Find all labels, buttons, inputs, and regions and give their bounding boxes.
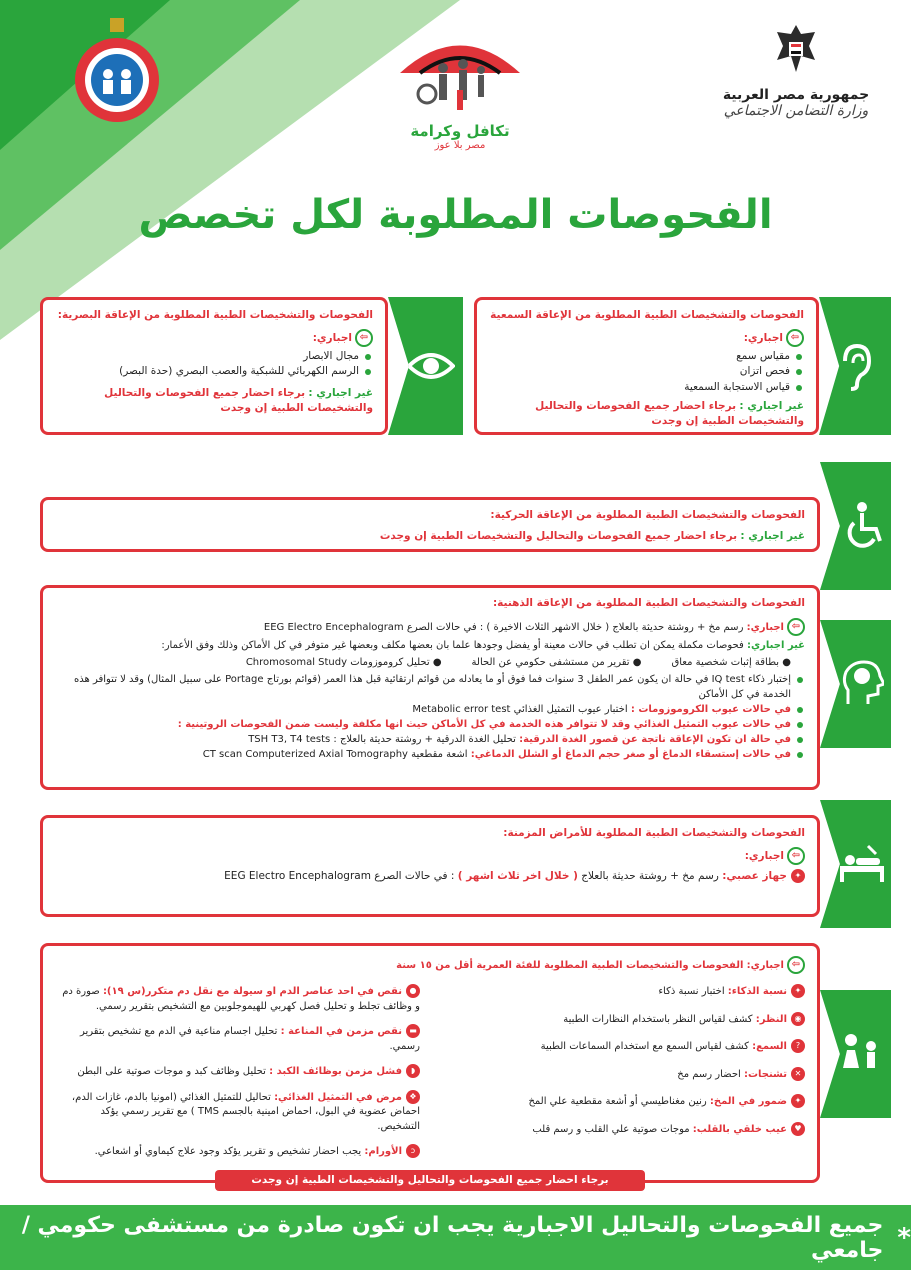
arrow-icon: ⇦	[355, 329, 373, 347]
bed-icon: ▬	[406, 1024, 420, 1038]
hearing-optional-text: برجاء احضار جميع الفحوصات والتحاليل والتشخيصات الطبية إن وجدت	[535, 399, 804, 428]
mental-opt-items	[55, 655, 805, 670]
mental-mandatory-label: اجباري:	[746, 621, 784, 633]
motor-optional-text: برجاء احضار جميع الفحوصات والتحاليل والتشخيصات الطبية إن وجدت	[379, 530, 738, 543]
list-item: في حالات عيوب الكروموزومات : اختبار عيوب التمثيل الغذائي Metabolic error test	[55, 702, 791, 717]
list-item: ♥عيب خلقي بالقلب: موجات صوتية علي القلب و رسم قلب	[440, 1122, 805, 1138]
list-item: ▬نقص مزمن في المناعة : تحليل اجسام مناعية في الدم مع تشخيص بتقرير رسمي.	[79, 1026, 420, 1052]
under15-bottom-note: برجاء احضار جميع الفحوصات والتحاليل والتشخيصات الطبية إن وجدت	[215, 1170, 645, 1191]
drop-icon: ●	[406, 984, 420, 998]
person-icon: ✕	[791, 1067, 805, 1081]
chronic-item-condition: : في حالات الصرع EEG Electro Encephalogram	[224, 870, 455, 883]
visual-title: الفحوصات والتشخيصات الطبية المطلوبة من الإعاقة البصرية:	[57, 309, 373, 321]
chronic-item-label: جهاز عصبي:	[722, 870, 787, 883]
mental-optional-label: غير اجباري:	[746, 639, 805, 651]
motor-box	[40, 497, 820, 552]
motor-title: الفحوصات والتشخيصات الطبية المطلوبة من الإعاقة الحركية:	[490, 509, 805, 521]
list-item: ↄالأورام: يجب احضار تشخيص و تقرير يؤكد وجود علاج كيماوي أو اشعاعي.	[55, 1144, 420, 1160]
under15-columns	[55, 982, 805, 1162]
list-item: إختبار ذكاء IQ test في حالة ان يكون عمر الطفل 3 سنوات فما فوق أو ما يعادله من قوائم ارتقائية قبل هذا العمر (قوائم بورتاج Portage على سبيل المثال) وقد لا تتوافر هذه الخدمة في كل الأماكن	[55, 672, 791, 702]
list-item: ● تقرير من مستشفى حكومي عن الحالة	[471, 656, 642, 668]
arrow-icon: ⇦	[787, 847, 805, 865]
list-item: مجال الابصار	[55, 349, 359, 364]
list-item: في حالة ان تكون الإعاقة ناتجة عن قصور الغدة الدرقية: تحليل الغدة الدرقية + روشتة حديثة بالعلاج : TSH T3, T4 tests	[55, 732, 791, 747]
mental-mandatory-text: رسم مخ + روشتة حديثة بالعلاج ( خلال الاشهر الثلاث الاخيرة ) : في حالات الصرع EEG Electro Encephalogram	[263, 621, 744, 633]
visual-optional-label: غير اجباري :	[308, 386, 373, 399]
under15-tab	[820, 990, 891, 1118]
visual-box	[40, 297, 388, 435]
under15-box	[40, 943, 820, 1186]
hearing-list	[489, 349, 804, 395]
list-item: ?السمع: كشف لقياس السمع مع استخدام السماعات الطبية	[440, 1039, 805, 1055]
ear-icon: ?	[791, 1039, 805, 1053]
footer-banner	[0, 1205, 911, 1270]
arrow-icon: ⇦	[787, 956, 805, 974]
gov-line2: وزارة التضامن الاجتماعي	[723, 103, 869, 119]
list-item: ◉النظر: كشف لقياس النظر باستخدام النظارات الطبية	[440, 1012, 805, 1028]
wheelchair-icon	[840, 501, 886, 551]
arrow-icon: ⇦	[786, 329, 804, 347]
page-title: الفحوصات المطلوبة لكل تخصص	[138, 192, 773, 238]
chronic-title: الفحوصات والتشخيصات الطبية المطلوبة للأمراض المزمنة:	[503, 827, 805, 839]
list-item: في حالات إستسقاء الدماغ أو صغر حجم الدماغ أو الشلل الدماغي: اشعة مقطعية CT scan Computerized Axial Tomography	[55, 747, 791, 762]
motor-tab	[820, 462, 891, 590]
visual-optional-text: برجاء احضار جميع الفحوصات والتحاليل والتشخيصات الطبية إن وجدت	[104, 386, 373, 414]
gov-logo	[721, 22, 871, 119]
mental-title: الفحوصات والتشخيصات الطبية المطلوبة من الإعاقة الذهنية:	[492, 597, 805, 609]
ribbon-icon: ↄ	[406, 1144, 420, 1158]
list-item: الرسم الكهربائي للشبكية والعصب البصري (حدة البصر)	[55, 364, 359, 379]
visual-tab	[388, 297, 463, 435]
mental-optional-text: فحوصات مكملة يمكن ان تطلب في حالات معينة أو يفضل وجودها علما بان بعضها مكلف وبعضها غير متوفر في كل الأماكن وذلك وفق الأعمار:	[161, 639, 744, 651]
eye-icon	[407, 350, 455, 382]
footer-text: جميع الفحوصات والتحاليل الاجبارية يجب ان تكون صادرة من مستشفى حكومي / جامعي	[21, 1212, 884, 1263]
hearing-tab	[819, 297, 891, 435]
star-icon: *	[897, 1222, 911, 1253]
mental-tab	[820, 620, 891, 748]
under15-right-col	[440, 982, 805, 1162]
list-item: في حالات عيوب التمثيل الغذائي وقد لا تتوافر هذه الخدمة في كل الأماكن حيث انها مكلفة وليست ضمن الفحوصات الروتينية :	[55, 717, 791, 732]
brain-icon: ✦	[791, 1094, 805, 1108]
list-item: ● بطاقة إثبات شخصية معاق	[671, 656, 791, 668]
tk-name: تكافل وكرامة	[410, 122, 510, 140]
list-item: ✦ضمور في المخ: رنين مغناطيسي أو أشعة مقطعية علي المخ	[440, 1094, 805, 1110]
mental-list	[55, 672, 805, 762]
under15-label: اجباري:	[746, 960, 784, 971]
liver-icon: ◗	[406, 1064, 420, 1078]
list-item: مقياس سمع	[489, 349, 790, 364]
list-item: فحص اتزان	[489, 364, 790, 379]
under15-title: الفحوصات والتشخيصات الطبية المطلوبة للفئة العمرية أقل من ١٥ سنة	[396, 960, 744, 971]
hearing-mandatory-label: اجباري:	[743, 332, 783, 345]
chronic-mandatory-label: اجباري:	[744, 850, 784, 863]
ministry-logo	[72, 18, 162, 128]
eye-icon: ◉	[791, 1012, 805, 1026]
visual-list	[55, 349, 373, 379]
food-icon: ❖	[406, 1090, 420, 1104]
children-icon	[839, 1032, 885, 1076]
visual-mandatory-label: اجباري:	[312, 332, 352, 345]
mental-box	[40, 585, 820, 790]
list-item: ✕تشنجات: احضار رسم مخ	[440, 1067, 805, 1083]
list-item: ◗فشل مزمن بوظائف الكبد : تحليل وظائف كبد و موجات صوتية على البطن	[55, 1064, 420, 1080]
hearing-optional-label: غير اجباري :	[739, 399, 804, 412]
eagle-icon	[771, 22, 821, 77]
hearing-title: الفحوصات والتشخيصات الطبية المطلوبة من الإعاقة السمعية	[490, 309, 804, 321]
list-item: قياس الاستجابة السمعية	[489, 380, 790, 395]
head-brain-icon	[840, 660, 884, 708]
brain-icon: ✦	[791, 869, 805, 883]
list-item: ❖مرض في التمثيل الغذائي: تحاليل للتمثيل الغذائي (امونيا بالدم، غازات الدم، احماض عضوية في البول، احماض امينية بالجسم TMS ) مع تقرير رسمي يؤكد التشخيص.	[71, 1091, 420, 1132]
ear-icon	[835, 341, 875, 391]
patient-bed-icon	[838, 844, 886, 884]
tk-slogan: مصر بلا عوز	[434, 140, 486, 151]
chronic-item-duration: ( خلال اخر ثلاث اشهر )	[457, 870, 578, 883]
chronic-tab	[820, 800, 891, 928]
takaful-karama-logo	[395, 28, 525, 151]
header	[0, 0, 911, 190]
arrow-icon: ⇦	[787, 618, 805, 636]
list-item: ●نقص في احد عناصر الدم او سيولة مع نقل دم متكرر(س ١٩): صورة دم و وظائف تجلط و تحليل فصل كهربي للهيموجلوبين مع التشخيص بتقرير رسمي.	[62, 986, 420, 1012]
chronic-box	[40, 815, 820, 917]
list-item: ✦نسبة الذكاء: اختبار نسبة ذكاء	[440, 984, 805, 1000]
motor-optional-label: غير اجباري :	[740, 530, 805, 543]
chronic-item-text: رسم مخ + روشتة حديثة بالعلاج	[581, 870, 719, 883]
list-item: ● تحليل كروموزومات Chromosomal Study	[245, 656, 442, 668]
under15-left-col	[55, 982, 420, 1162]
gov-line1: جمهورية مصر العربية	[722, 87, 870, 103]
hearing-box	[474, 297, 819, 435]
brain-icon: ✦	[791, 984, 805, 998]
heart-icon: ♥	[791, 1122, 805, 1136]
